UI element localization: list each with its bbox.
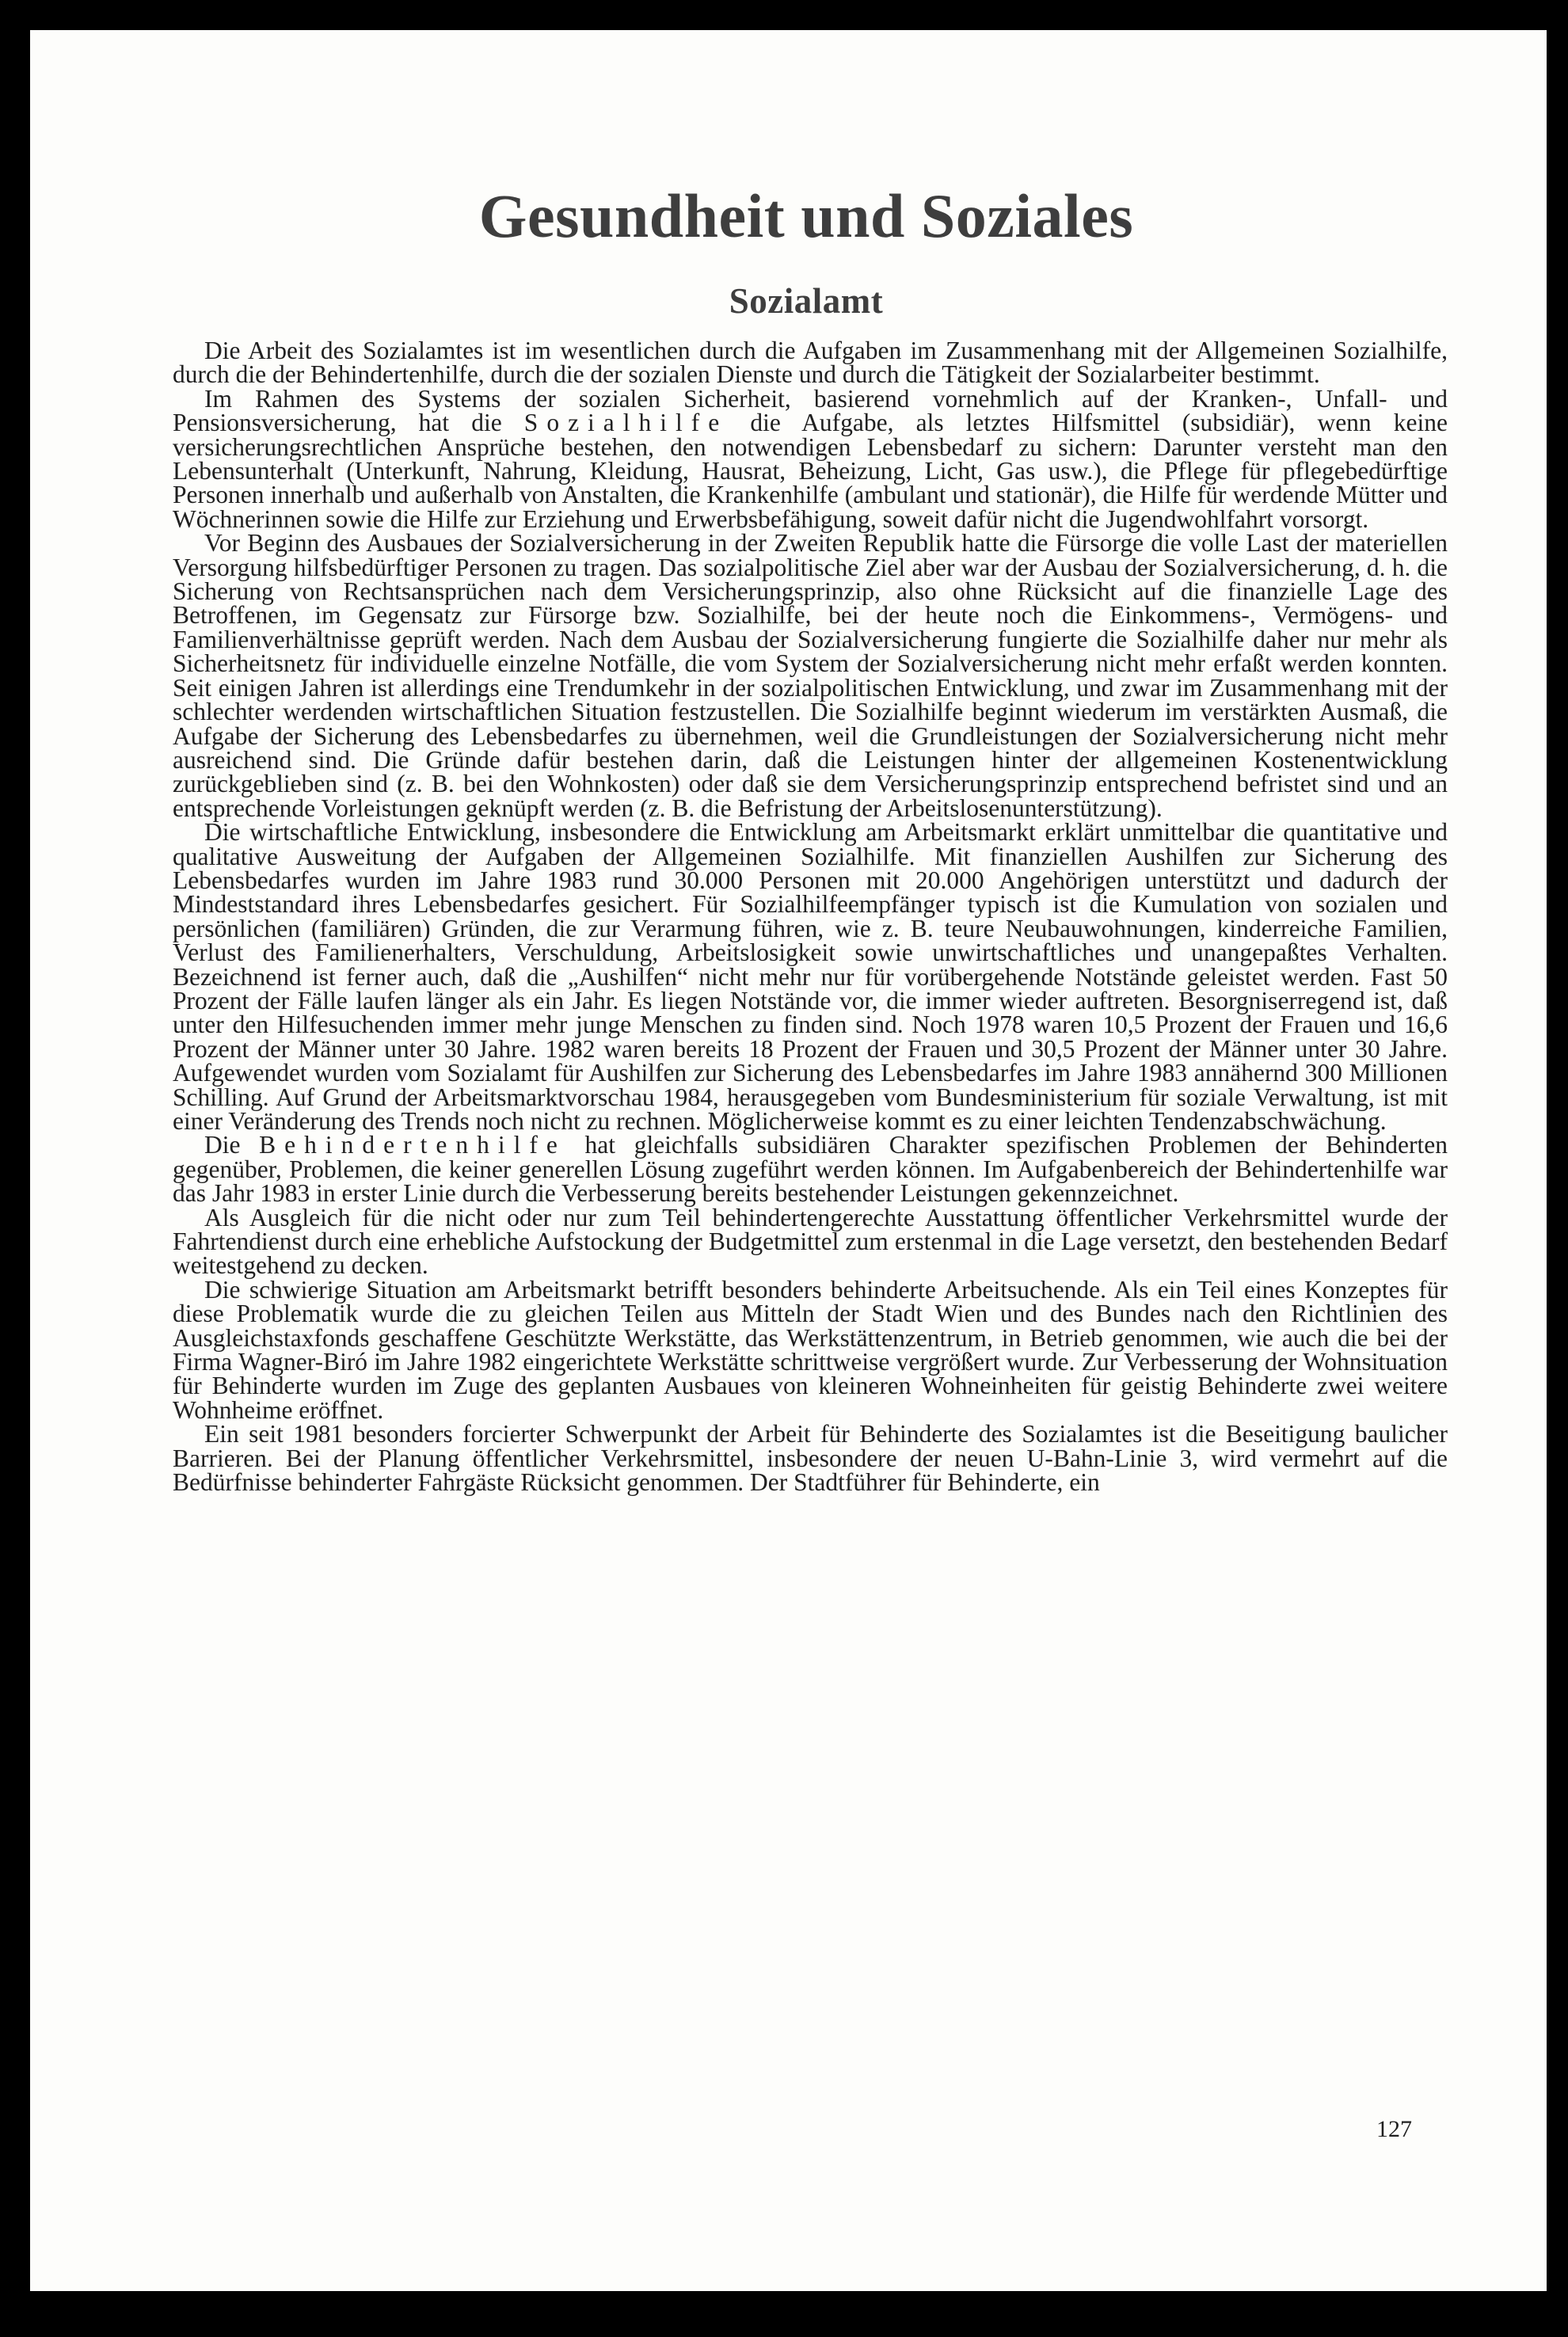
paragraph xyxy=(173,1131,1448,1208)
paragraph xyxy=(173,384,1448,533)
paragraph: Als Ausgleich für die nicht oder nur zum Teil behindertengerechte Ausstattung öffentlicher Verkehrsmittel wurde der Fahrtendienst durch eine erhebliche Aufstockung der Budgetmittel zum erstenmal in die Lage versetzt, den bestehenden Bedarf weitestgehend zu decken. xyxy=(173,1203,1448,1280)
emphasized-term: Sozialhilfe xyxy=(523,409,729,437)
page-number: 127 xyxy=(1376,2116,1412,2142)
body-text xyxy=(173,339,1448,1495)
document-page xyxy=(30,30,1547,2291)
paragraph-text: hat gleichfalls subsidiären Charakter spezifischen Problemen der Behinderten gegenüber, Problemen, die keiner generellen Lösung zugeführt werden können. Im Aufgabenbereich der Behindertenhilfe war das Jahr 1983 in erster Linie durch die Verbesserung bereits bestehender Leistungen gekennzeichnet. xyxy=(173,1131,1448,1208)
paragraph-text: Die xyxy=(204,1131,260,1159)
paragraph: Die wirtschaftliche Entwicklung, insbesondere die Entwicklung am Arbeitsmarkt erklärt unmittelbar die quantitative und qualitative Ausweitung der Aufgaben der Allgemeinen Sozialhilfe. Mit finanziellen Aushilfen zur Sicherung des Lebensbedarfes wurden im Jahre 1983 rund 30.000 Personen mit 20.000 Angehörigen unterstützt und dadurch der Mindeststandard ihres Lebensbedarfes gesichert. Für Sozialhilfeempfänger typisch ist die Kumulation von sozialen und persönlichen (familiären) Gründen, die zur Verarmung führen, wie z. B. teure Neubauwohnungen, kinderreiche Familien, Verlust des Familienerhalters, Verschuldung, Arbeitslosigkeit sowie unwirtschaftliches und unangepaßtes Verhalten. Bezeichnend ist ferner auch, daß die „Aushilfen“ nicht mehr nur für vorübergehende Notstände geleistet werden. Fast 50 Prozent der Fälle laufen länger als ein Jahr. Es liegen Notstände vor, die immer wieder auftreten. Besorgniserregend ist, daß unter den Hilfesuchenden immer mehr junge Menschen zu finden sind. Noch 1978 waren 10,5 Prozent der Frauen und 16,6 Prozent der Männer unter 30 Jahre. 1982 waren bereits 18 Prozent der Frauen und 30,5 Prozent der Männer unter 30 Jahre. Aufgewendet wurden vom Sozialamt für Aushilfen zur Sicherung des Lebensbedarfes im Jahre 1983 annähernd 300 Millionen Schilling. Auf Grund der Arbeitsmarktvorschau 1984, herausgegeben vom Bundesministerium für soziale Verwaltung, ist mit einer Veränderung des Trends noch nicht zu rechnen. Möglicherweise kommt es zu einer leichten Tendenzabschwächung. xyxy=(173,818,1448,1135)
page-title: Gesundheit und Soziales xyxy=(478,181,1134,250)
section-subtitle: Sozialamt xyxy=(729,281,884,321)
paragraph: Ein seit 1981 besonders forcierter Schwerpunkt der Arbeit für Behinderte des Sozialamtes ist die Beseitigung baulicher Barrieren. Bei der Planung öffentlicher Verkehrsmittel, insbesondere der neuen U-Bahn-Linie 3, wird vermehrt auf die Bedürfnisse behinderter Fahrgäste Rücksicht genommen. Der Stadtführer für Behinderte, ein xyxy=(173,1420,1448,1497)
paragraph-text: die Aufgabe, als letztes Hilfsmittel (subsidiär), wenn keine versicherungsrechtlichen Ansprüche bestehen, den notwendigen Lebensbedarf zu sichern: Darunter versteht man den Lebensunterhalt (Unterkunft, Nahrung, Kleidung, Hausrat, Beheizung, Licht, Gas usw.), die Pflege für pflegebedürftige Personen innerhalb und außerhalb von Anstalten, die Krankenhilfe (ambulant und stationär), die Hilfe für werdende Mütter und Wöchnerinnen sowie die Hilfe zur Erziehung und Erwerbsbefähigung, soweit dafür nicht die Jugendwohlfahrt vorsorgt. xyxy=(173,409,1448,533)
paragraph: Die schwierige Situation am Arbeitsmarkt betrifft besonders behinderte Arbeitsuchende. Als ein Teil eines Konzeptes für diese Problematik wurde die zu gleichen Teilen aus Mitteln der Stadt Wien und des Bundes nach den Richtlinien des Ausgleichstaxfonds geschaffene Geschützte Werkstätte, das Werkstättenzentrum, in Betrieb genommen, wie auch die bei der Firma Wagner-Biró im Jahre 1982 eingerichtete Werkstätte schrittweise vergrößert wurde. Zur Verbesserung der Wohnsituation für Behinderte wurden im Zuge des geplanten Ausbaues von kleineren Wohneinheiten für geistig Behinderte zwei weitere Wohnheime eröffnet. xyxy=(173,1275,1448,1424)
paragraph-text: Im Rahmen des Systems der sozialen Sicherheit, basierend vornehmlich auf der Kranken-, Unfall- und Pensionsversicherung, hat die xyxy=(173,384,1448,437)
paragraph: Die Arbeit des Sozialamtes ist im wesentlichen durch die Aufgaben im Zusammenhang mit der Allgemeinen Sozialhilfe, durch die der Behindertenhilfe, durch die der sozialen Dienste und durch die Tätigkeit der Sozialarbeiter bestimmt. xyxy=(173,337,1448,389)
emphasized-term: Behindertenhilfe xyxy=(259,1131,566,1159)
paragraph: Vor Beginn des Ausbaues der Sozialversicherung in der Zweiten Republik hatte die Fürsorge die volle Last der materiellen Versorgung hilfsbedürftiger Personen zu tragen. Das sozialpolitische Ziel aber war der Ausbau der Sozialversicherung, d. h. die Sicherung von Rechtsansprüchen nach dem Versicherungsprinzip, also ohne Rücksicht auf die finanzielle Lage des Betroffenen, im Gegensatz zur Fürsorge bzw. Sozialhilfe, bei der heute noch die Einkommens-, Vermögens- und Familienverhältnisse geprüft werden. Nach dem Ausbau der Sozialversicherung fungierte die Sozialhilfe daher nur mehr als Sicherheitsnetz für individuelle einzelne Notfälle, die vom System der Sozialversicherung nicht mehr erfaßt werden konnten. Seit einigen Jahren ist allerdings eine Trendumkehr in der sozialpolitischen Entwicklung, und zwar im Zusammenhang mit der schlechter werdenden wirtschaftlichen Situation festzustellen. Die Sozialhilfe beginnt wiederum im verstärkten Ausmaß, die Aufgabe der Sicherung des Lebensbedarfes zu übernehmen, weil die Grundleistungen der Sozialversicherung nicht mehr ausreichend sind. Die Gründe dafür bestehen darin, daß die Leistungen hinter der allgemeinen Kostenentwicklung zurückgeblieben sind (z. B. bei den Wohnkosten) oder daß sie dem Versicherungsprinzip entsprechend befristet sind und an entsprechende Vorleistungen geknüpft werden (z. B. die Befristung der Arbeitslosenunterstützung). xyxy=(173,529,1448,822)
